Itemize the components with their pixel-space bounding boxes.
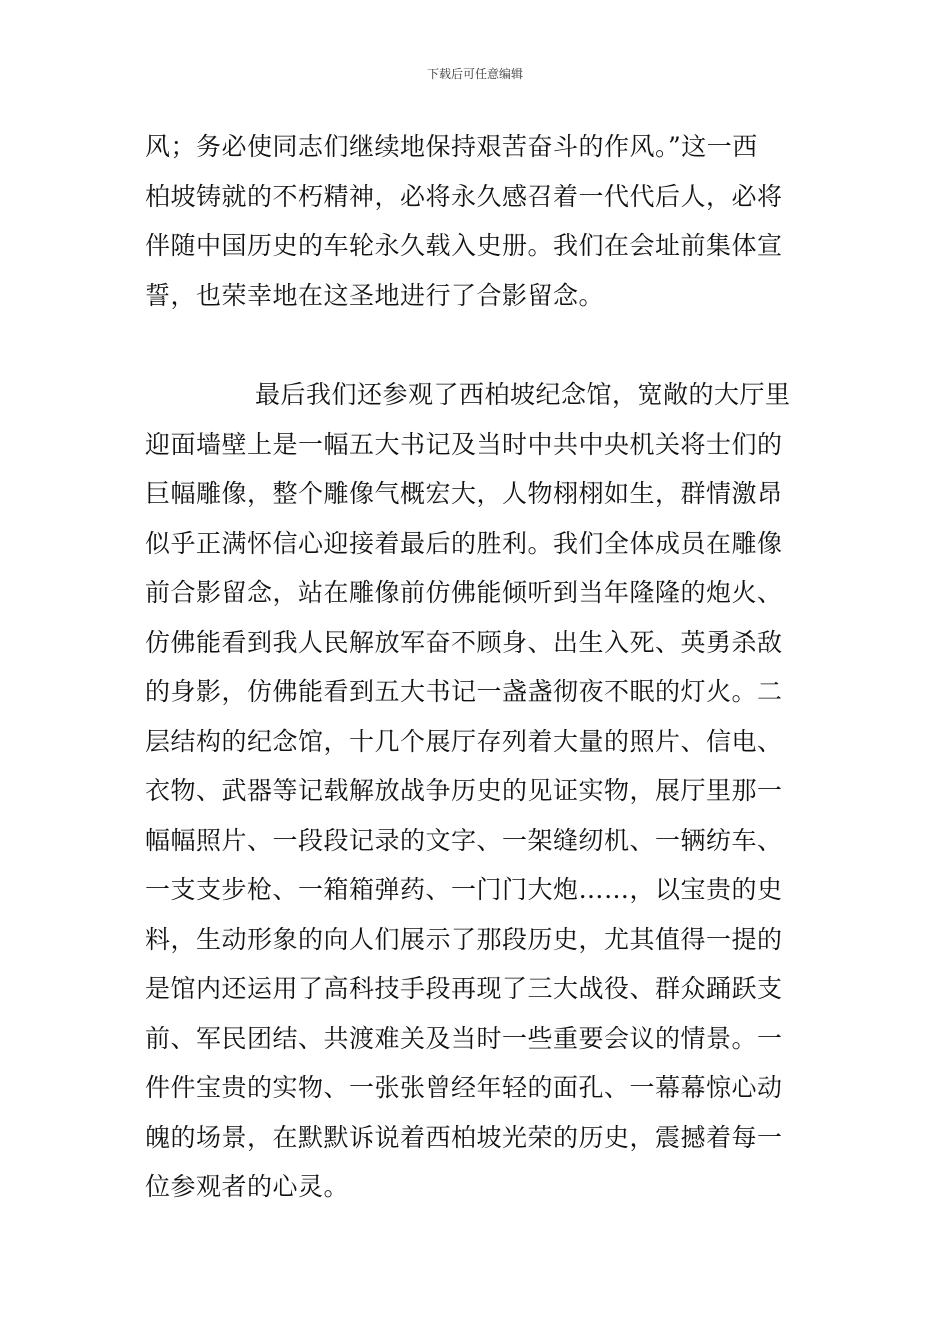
text-line: 的身影，仿佛能看到五大书记一盏盏彻夜不眠的灯火。二 — [145, 677, 783, 706]
text-line: 层结构的纪念馆，十几个展厅存列着大量的照片、信电、 — [145, 726, 783, 756]
paragraph-spacer — [145, 320, 815, 370]
text-line: 件件宝贵的实物、一张张曾经年轻的面孔、一幕幕惊心动 — [145, 1073, 783, 1102]
text-line: 衣物、武器等记载解放战争历史的见证实物，展厅里那一 — [145, 776, 783, 805]
text-line: 位参观者的心灵。 — [145, 1172, 350, 1201]
text-line: 巨幅雕像，整个雕像气概宏大，人物栩栩如生，群情激昂 — [145, 479, 783, 508]
text-line: 魄的场景，在默默诉说着西柏坡光荣的历史，震撼着每一 — [145, 1122, 783, 1152]
page-header: 下载后可任意编辑 — [426, 67, 523, 81]
text-line: 料，生动形象的向人们展示了那段历史，尤其值得一提的 — [145, 924, 783, 954]
text-line: 一支支步枪、一箱箱弹药、一门门大炮……，以宝贵的史 — [145, 875, 783, 904]
text-line: 伴随中国历史的车轮永久载入史册。我们在会址前集体宣 — [145, 231, 783, 260]
text-line: 誓，也荣幸地在这圣地进行了合影留念。 — [145, 280, 605, 310]
text-line: 前、军民团结、共渡难关及当时一些重要会议的情景。一 — [145, 1023, 783, 1053]
paragraph-1 — [145, 122, 815, 320]
document-body — [145, 122, 815, 1212]
text-line: 迎面墙壁上是一幅五大书记及当时中共中央机关将士们的 — [145, 429, 783, 459]
text-line: 仿佛能看到我人民解放军奋不顾身、出生入死、英勇杀敌 — [145, 627, 783, 657]
text-line: 幅幅照片、一段段记录的文字、一架缝纫机、一辆纺车、 — [145, 825, 783, 855]
text-line: 最后我们还参观了西柏坡纪念馆，宽敞的大厅里 — [255, 380, 791, 409]
text-line: 是馆内还运用了高科技手段再现了三大战役、群众踊跃支 — [145, 974, 783, 1003]
text-line: 似乎正满怀信心迎接着最后的胜利。我们全体成员在雕像 — [145, 528, 783, 558]
paragraph-2 — [145, 370, 815, 1212]
text-line: 前合影留念，站在雕像前仿佛能倾听到当年隆隆的炮火、 — [145, 578, 783, 607]
text-line: 风；务必使同志们继续地保持艰苦奋斗的作风。”这一西 — [145, 132, 758, 161]
text-line: 柏坡铸就的不朽精神，必将永久感召着一代代后人，必将 — [145, 181, 783, 211]
